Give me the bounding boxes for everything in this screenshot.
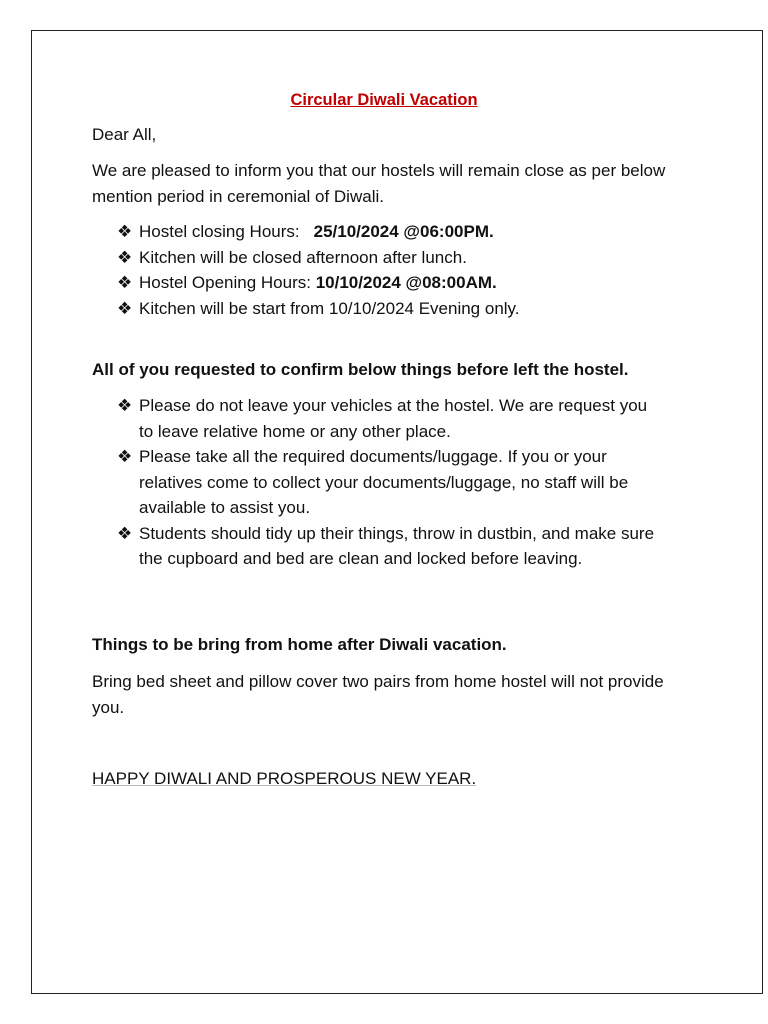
bullet-diamond-icon: ❖ [117, 247, 133, 267]
closing-greeting: HAPPY DIWALI AND PROSPEROUS NEW YEAR. [92, 769, 477, 788]
confirm-heading: All of you requested to confirm below things before left the hostel. [92, 360, 629, 379]
list-item [117, 245, 677, 271]
list-item [117, 270, 677, 296]
schedule-label: Hostel Opening Hours: [139, 273, 311, 292]
confirm-item-text: Students should tidy up their things, throw in dustbin, and make sure the cupboard and bed are clean and locked before leaving. [139, 523, 655, 568]
bring-paragraph: Bring bed sheet and pillow cover two pairs from home hostel will not provide you. [92, 672, 664, 717]
intro-paragraph: We are pleased to inform you that our hostels will remain close as per below mention period in ceremonial of Diwali. [92, 161, 666, 206]
circular-title: Circular Diwali Vacation [290, 91, 478, 109]
bullet-diamond-icon: ❖ [117, 273, 133, 292]
bullet-diamond-icon: ❖ [117, 298, 133, 318]
schedule-label: Hostel closing Hours: [139, 222, 300, 241]
schedule-value: 10/10/2024 @08:00AM. [315, 273, 497, 292]
list-item [117, 521, 662, 572]
schedule-label: Kitchen will be closed afternoon after lunch. [139, 247, 467, 267]
document-page [31, 30, 763, 994]
bullet-diamond-icon: ❖ [117, 396, 133, 415]
schedule-label: Kitchen will be start from 10/10/2024 Evening only. [139, 298, 520, 318]
bullet-diamond-icon: ❖ [117, 523, 133, 543]
confirm-list [117, 393, 662, 572]
list-item [117, 393, 662, 444]
bring-heading: Things to be bring from home after Diwali vacation. [92, 635, 507, 654]
list-item [117, 444, 662, 521]
salutation: Dear All, [92, 125, 157, 144]
confirm-item-text: Please do not leave your vehicles at the hostel. We are request you to leave relative home or any other place. [139, 396, 648, 441]
schedule-value: 25/10/2024 @06:00PM. [313, 222, 494, 241]
list-item [117, 219, 677, 245]
schedule-list [117, 219, 677, 321]
bullet-diamond-icon: ❖ [117, 222, 133, 241]
list-item [117, 296, 677, 322]
bullet-diamond-icon: ❖ [117, 447, 133, 466]
confirm-item-text: Please take all the required documents/luggage. If you or your relatives come to collect your documents/luggage, no staff will be available to assist you. [139, 447, 629, 517]
